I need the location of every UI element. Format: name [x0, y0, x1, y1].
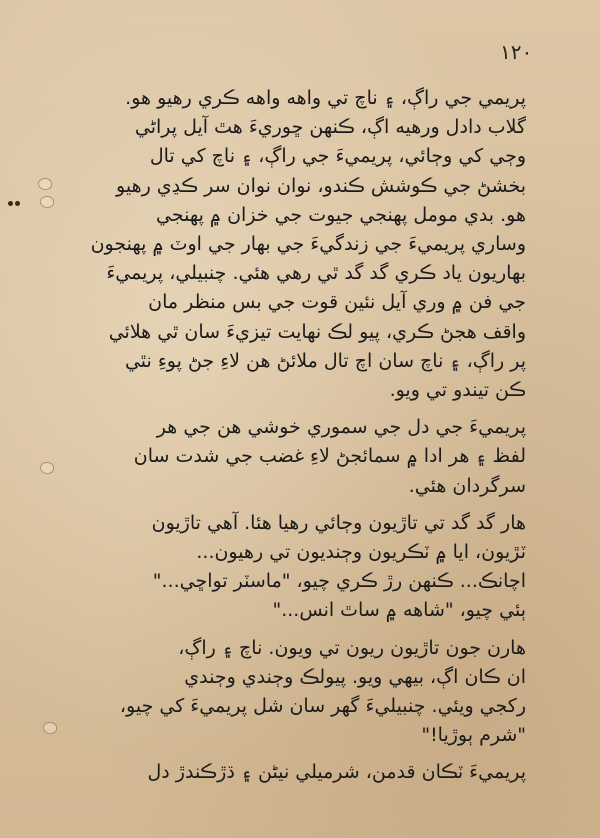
text-line: اچانڪ... ڪنهن رڙ ڪري چيو، "ماسٽر تواڇي..." — [152, 570, 526, 593]
text-line: پريمي جي راڳ، ۽ ناچ تي واهه واهه ڪري رهيو هو. — [125, 87, 526, 109]
text-line: وڄي کي وڄائي، پريميءَ جي راڳ، ۽ ناچ کي تال — [149, 145, 526, 168]
text-line: رکجي ويئي. چنبيليءَ گهر سان شل پريميءَ کي چيو، — [119, 695, 526, 718]
text-line: جي فن ۾ وري آيل نئين قوت جي بس منظر مان — [148, 291, 526, 314]
text-line: ان ڪان اڳ، بيهي ويو. پيولڪ وڄندي وڄندي — [184, 665, 526, 688]
text-line: پريميءَ ٽڪان قدمن، شرميلي نيڻن ۽ ڌڙڪندڙ دل — [147, 761, 526, 784]
text-line: پريميءَ جي دل جي سموري خوشي هن جي هر — [156, 416, 526, 439]
paragraph — [78, 84, 526, 405]
text-line: وساري پريميءَ جي زندگيءَ جي بهار جي اوٽ ۾ پهنجون — [90, 233, 526, 256]
text-line: "شرم ٻوڙيا!" — [421, 724, 526, 747]
text-line: هو. بدي مومل پهنجي جيوت جي خزان ۾ پهنجي — [156, 203, 526, 226]
binding-tear-mark — [38, 178, 52, 190]
binding-hole — [15, 201, 20, 206]
text-line: بخشڻ جي ڪوشش ڪندو، نوان نوان سر ڪڍي رهيو — [116, 174, 526, 197]
binding-tear-mark — [43, 722, 57, 734]
binding-tear-mark — [40, 196, 54, 208]
paragraph — [78, 413, 526, 501]
text-line: سرگردان هئي. — [408, 474, 526, 497]
binding-hole — [8, 201, 13, 206]
text-line: هار گد گد تي تاڙيون وڄائي رهيا هئا. آهي تاڙيون — [151, 511, 526, 534]
text-line: گلاب دادل ورهيه اڳ، ڪنهن ڇوريءَ هٿ آيل پراڻي — [134, 116, 526, 139]
text-line: ٻئي چيو، "شاهه ۾ ساٿ انس..." — [272, 599, 526, 622]
text-line: لفظ ۽ هر ادا ۾ سمائجڻ لاءِ غضب جي شدت سان — [133, 445, 526, 468]
binding-tear-mark — [40, 462, 54, 474]
paragraph — [78, 758, 526, 787]
text-line: هارن جون تاڙيون ريون تي ويون. ناچ ۽ راڳ، — [178, 636, 526, 659]
body-text — [78, 84, 526, 788]
text-line: ڪن تيندو تي ويو. — [389, 379, 526, 402]
paragraph — [78, 634, 526, 751]
text-line: واقف هجڻ ڪري، پيو لڪ نهايت تيزيءَ سان ٿي هلائي — [108, 320, 526, 343]
text-line: بهاريون ياد ڪري گد گد ٿي رهي هئي. چنبيلي، پريميءَ — [106, 262, 526, 285]
paragraph — [78, 509, 526, 626]
text-line: ٽڙيون، ايا ۾ ٽڪريون وڄنديون تي رهيون... — [196, 541, 526, 564]
text-line: پر راڳ، ۽ ناچ سان اچ تال ملائڻ هن لاءِ جڻ پوءِ نٿي — [124, 349, 526, 372]
page-number: ١٢٠ — [500, 40, 533, 64]
